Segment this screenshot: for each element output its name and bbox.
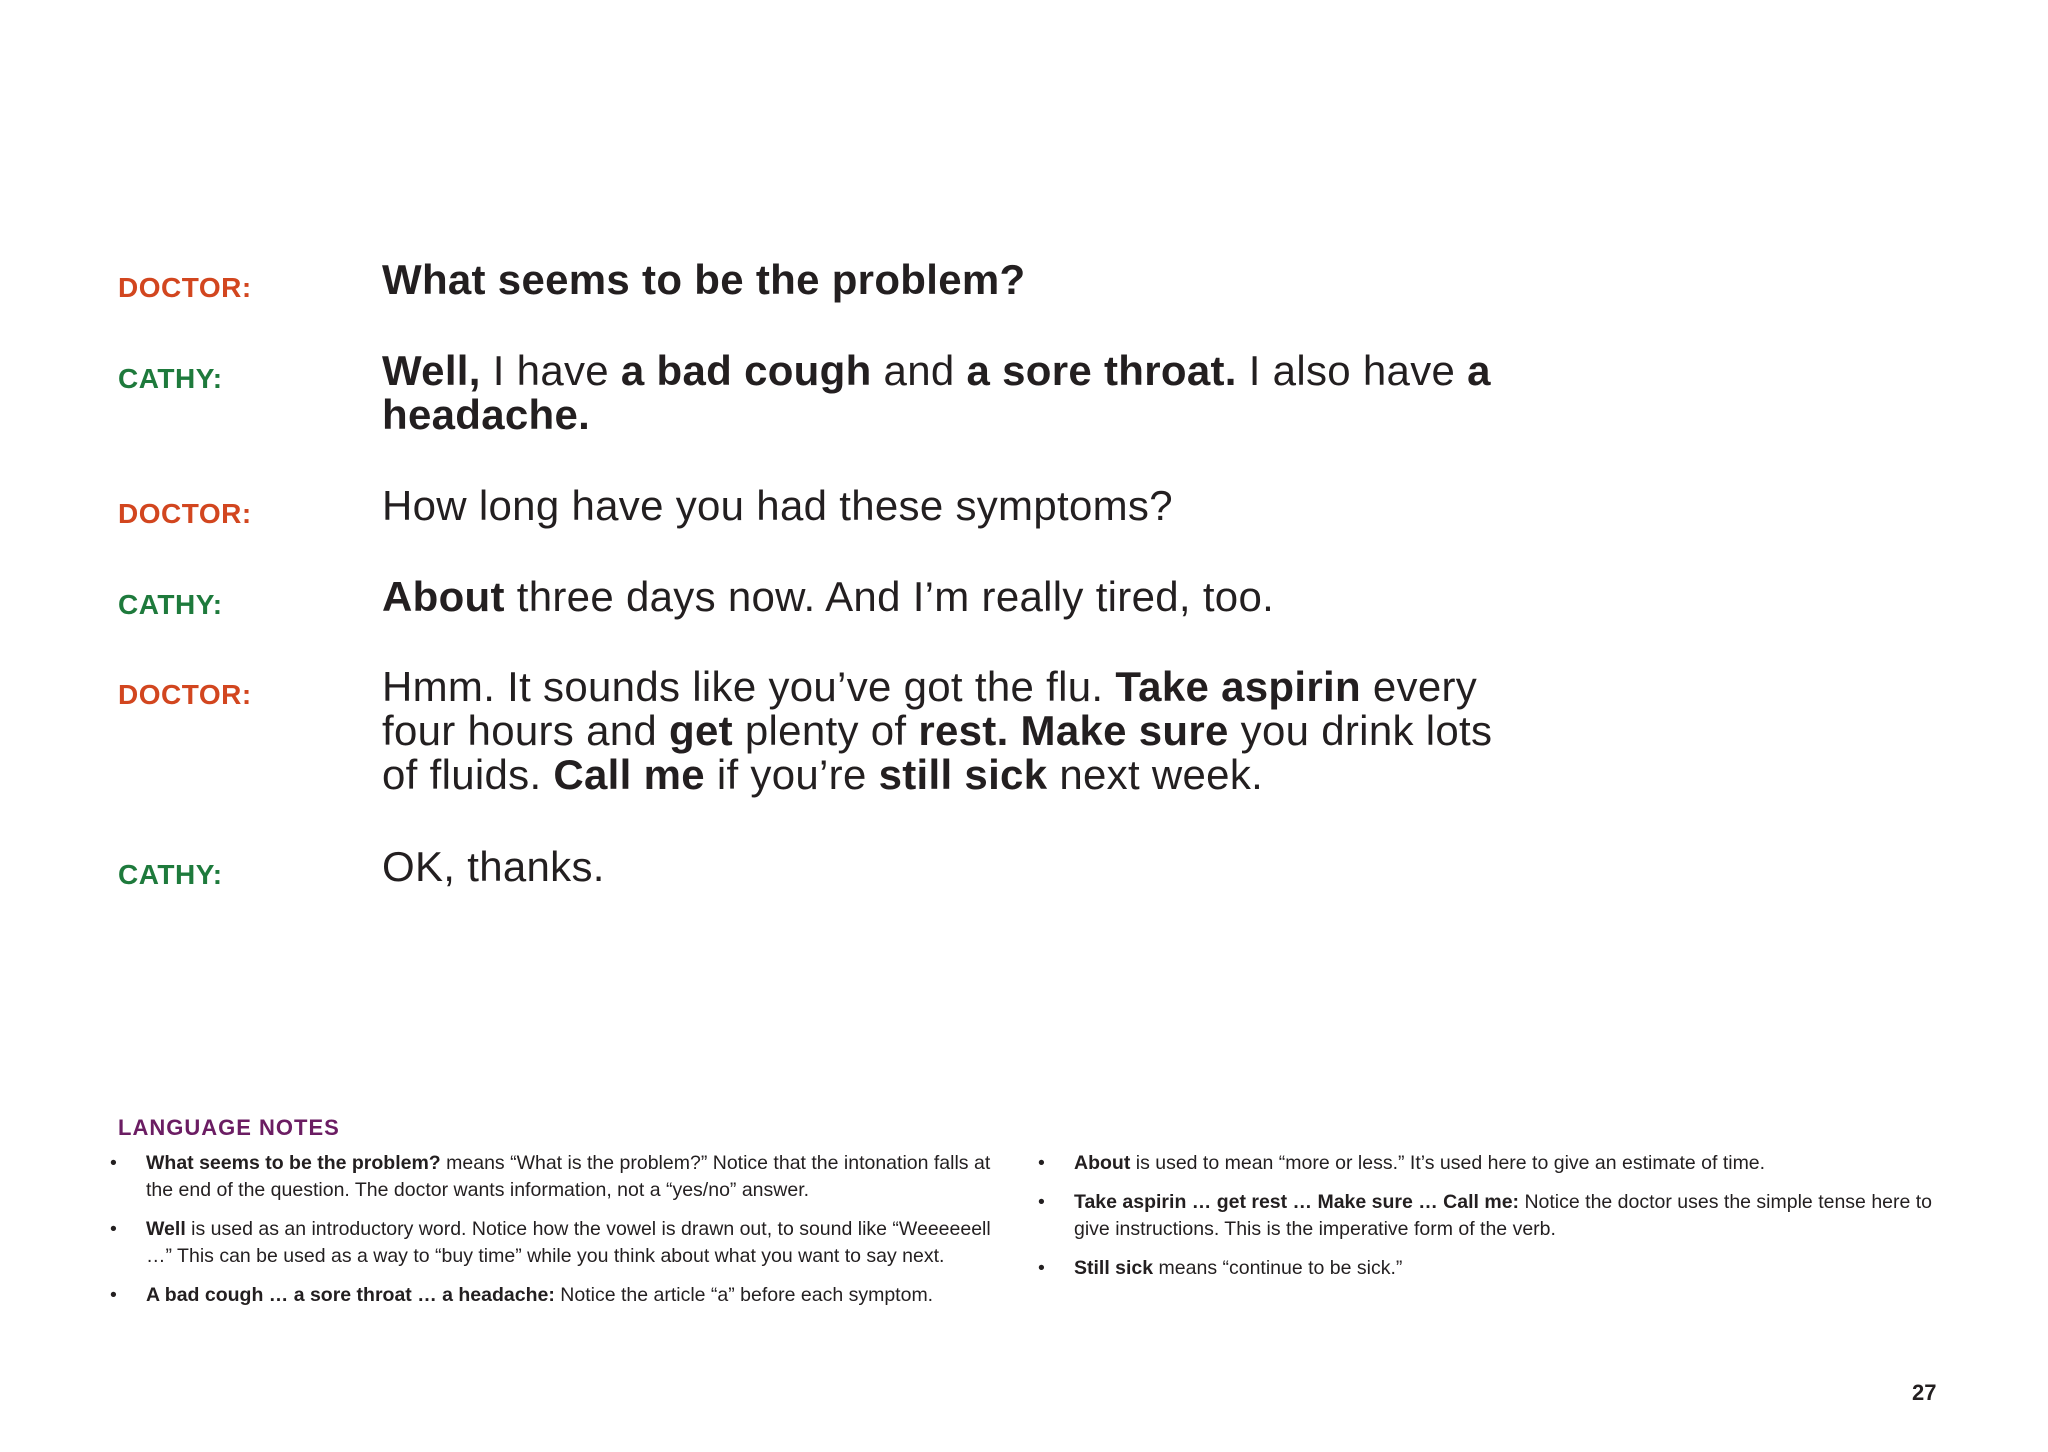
dialogue-text <box>382 575 1532 619</box>
note-text <box>1074 1152 1765 1174</box>
dialogue-segment-bold: a sore throat. <box>966 347 1237 394</box>
note-segment-bold: Still sick <box>1074 1257 1154 1279</box>
speaker-label: CATHY: <box>118 859 223 890</box>
language-note <box>1038 1150 1958 1177</box>
language-notes-right <box>1038 1150 1958 1294</box>
dialogue-segment-plain: plenty of <box>732 707 919 754</box>
dialogue-segment-bold: still sick <box>878 751 1048 798</box>
dialogue-text <box>382 349 1532 437</box>
note-segment-plain: Notice the article “a” before each symptom. <box>554 1284 934 1306</box>
dialogue-segment-plain: Hmm. It sounds like you’ve got the flu. <box>382 663 1116 710</box>
note-segment-plain: Notice the doctor uses the simple tense here to give instructions. This is the imperative form of the verb. <box>1074 1191 1933 1240</box>
dialogue-segment-plain: if you’re <box>704 751 879 798</box>
dialogue-segment-bold: Take aspirin <box>1115 663 1361 710</box>
note-segment-plain: is used as an introductory word. Notice how the vowel is drawn out, to sound like “Weeeeeell …” This can be used as a way to “buy time” while you think about what you want to say next. <box>146 1218 991 1267</box>
dialogue-segment-plain: every four hours and <box>382 663 1478 754</box>
dialogue-segment-plain: and <box>871 347 967 394</box>
note-text <box>1074 1257 1402 1279</box>
note-segment-bold: What seems to be the problem? <box>146 1152 441 1174</box>
dialogue-segment-bold: Well, <box>382 347 481 394</box>
note-segment-bold: Take aspirin … get rest … Make sure … Call me: <box>1074 1191 1520 1213</box>
dialogue-segment-bold: a bad cough <box>620 347 872 394</box>
bullet-icon: • <box>110 1152 117 1174</box>
language-note <box>1038 1255 1958 1282</box>
dialogue-segment-plain: OK, thanks. <box>382 843 605 890</box>
note-segment-plain: means “What is the problem?” Notice that the intonation falls at the end of the question. The doctor wants information, not a “yes/no” answer. <box>146 1152 991 1201</box>
dialogue-segment-bold: What seems to be the problem? <box>382 256 1026 303</box>
dialogue-text <box>382 665 1512 797</box>
bullet-icon: • <box>110 1218 117 1240</box>
page-number: 27 <box>1912 1380 1937 1405</box>
dialogue-text <box>382 484 1532 528</box>
bullet-icon: • <box>110 1284 117 1306</box>
note-text <box>146 1284 933 1306</box>
dialogue-segment-plain: you drink lots of fluids. <box>382 707 1493 798</box>
note-text <box>146 1152 990 1201</box>
dialogue-segment-plain: How long have you had these symptoms? <box>382 482 1173 529</box>
note-segment-plain: means “continue to be sick.” <box>1153 1257 1403 1279</box>
dialogue-segment-bold: get <box>669 707 733 754</box>
dialogue-segment-bold: Call me <box>553 751 705 798</box>
dialogue-segment-bold: About <box>382 573 505 620</box>
dialogue-text <box>382 845 1532 889</box>
speaker-label: DOCTOR: <box>118 272 252 303</box>
language-notes-left <box>110 1150 1015 1321</box>
dialogue-text <box>382 258 1532 302</box>
dialogue-segment-plain: I have <box>480 347 621 394</box>
dialogue-segment-bold: rest. Make sure <box>918 707 1229 754</box>
speaker-label: DOCTOR: <box>118 498 252 529</box>
language-note <box>110 1282 1015 1309</box>
dialogue-segment-plain: I also have <box>1236 347 1468 394</box>
language-note <box>110 1216 1015 1270</box>
speaker-label: DOCTOR: <box>118 679 252 710</box>
bullet-icon: • <box>1038 1152 1045 1174</box>
note-segment-plain: is used to mean “more or less.” It’s used here to give an estimate of time. <box>1130 1152 1766 1174</box>
bullet-icon: • <box>1038 1191 1045 1213</box>
language-note <box>1038 1189 1958 1243</box>
bullet-icon: • <box>1038 1257 1045 1279</box>
note-segment-bold: A bad cough … a sore throat … a headache: <box>146 1284 555 1306</box>
note-segment-bold: About <box>1074 1152 1131 1174</box>
speaker-label: CATHY: <box>118 363 223 394</box>
dialogue-segment-plain: three days now. And I’m really tired, too. <box>504 573 1275 620</box>
speaker-label: CATHY: <box>118 589 223 620</box>
language-note <box>110 1150 1015 1204</box>
note-text <box>146 1218 991 1267</box>
language-notes-title: LANGUAGE NOTES <box>118 1115 340 1140</box>
dialogue-segment-bold: a headache. <box>382 347 1491 438</box>
note-segment-bold: Well <box>146 1218 186 1240</box>
dialogue-segment-plain: next week. <box>1047 751 1264 798</box>
note-text <box>1074 1191 1932 1240</box>
